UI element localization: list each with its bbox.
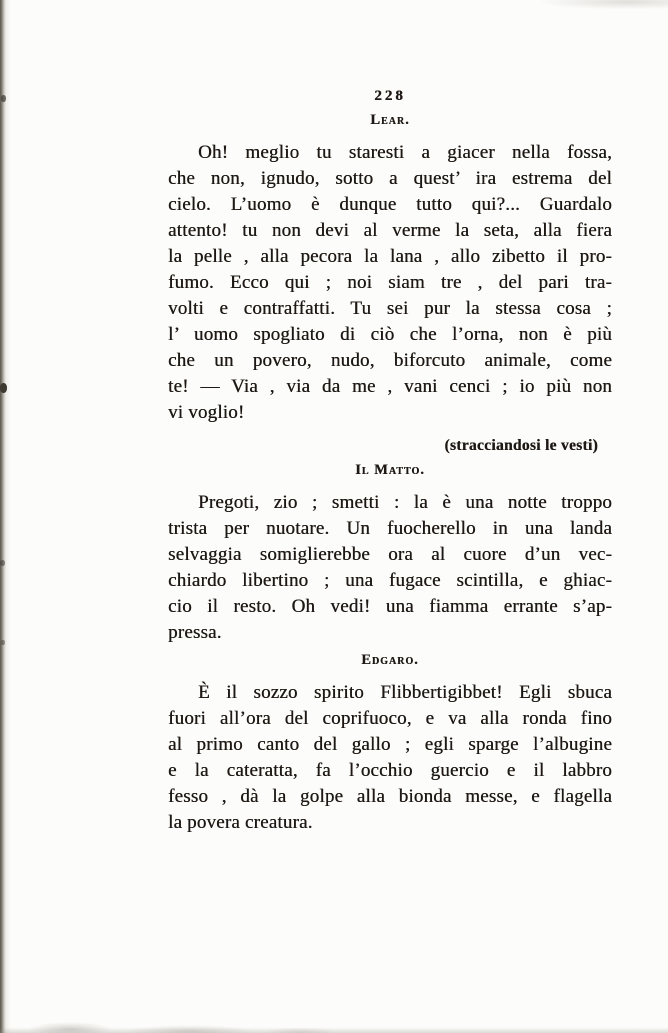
speaker-heading-edgaro: Edgaro. (361, 652, 419, 668)
text-line: pressa. (168, 622, 222, 643)
scan-bottom-smudge (0, 1007, 668, 1033)
text-line: te! — Via , via da me , vani cenci ; io più non (168, 376, 612, 397)
stage-direction: (stracciandosi le vesti) (444, 437, 598, 454)
text-line: la pelle , alla pecora la lana , allo zibetto il pro- (168, 246, 612, 267)
text-line: È il sozzo spirito Flibbertigibbet! Egli sbuca (198, 682, 612, 703)
text-line: attento! tu non devi al verme la seta, alla fiera (168, 220, 612, 241)
text-line: chiardo libertino ; una fugace scintilla, e ghiac- (168, 570, 612, 591)
text-line: Oh! meglio tu staresti a giacer nella fossa, (198, 142, 612, 163)
text-line: fumo. Ecco qui ; noi siam tre , del pari tra- (168, 272, 612, 293)
text-line: Pregoti, zio ; smetti : la è una notte troppo (198, 492, 612, 513)
speech-lear (168, 140, 612, 426)
text-line: cio il resto. Oh vedi! una fiamma errante s’ap- (168, 596, 612, 617)
page-text-column (168, 0, 612, 836)
text-line: fesso , dà la golpe alla bionda messe, e flagella (168, 786, 612, 807)
text-line: volti e contraffatti. Tu sei pur la stessa cosa ; (168, 298, 612, 319)
text-line: al primo canto del gallo ; egli sparge l’albugine (168, 734, 612, 755)
scan-ink-blot (0, 383, 7, 393)
speech-matto (168, 490, 612, 646)
book-binding-edge (0, 0, 11, 1033)
text-line: che non, ignudo, sotto a quest’ ira estrema del (168, 168, 612, 189)
text-line: cielo. L’uomo è dunque tutto qui?... Guardalo (168, 194, 612, 215)
speaker-heading-lear: Lear. (370, 112, 410, 128)
text-line: trista per nuotare. Un fuocherello in una landa (168, 518, 612, 539)
text-line: l’ uomo spogliato di ciò che l’orna, non è più (168, 324, 612, 345)
speaker-heading-matto: Il Matto. (355, 462, 425, 478)
scan-ink-blot (1, 640, 5, 645)
speech-edgaro (168, 680, 612, 836)
text-line: vi voglio! (168, 402, 245, 423)
text-line: selvaggia somiglierebbe ora al cuore d’un vec- (168, 544, 612, 565)
text-line: e la cateratta, fa l’occhio guercio e il labbro (168, 760, 612, 781)
page-number: 228 (374, 88, 406, 104)
scan-ink-blot (0, 560, 5, 566)
scan-ink-blot (1, 95, 6, 102)
text-line: la povera creatura. (168, 812, 313, 833)
text-line: che un povero, nudo, biforcuto animale, come (168, 350, 612, 371)
text-line: fuori all’ora del coprifuoco, e va alla ronda fino (168, 708, 612, 729)
